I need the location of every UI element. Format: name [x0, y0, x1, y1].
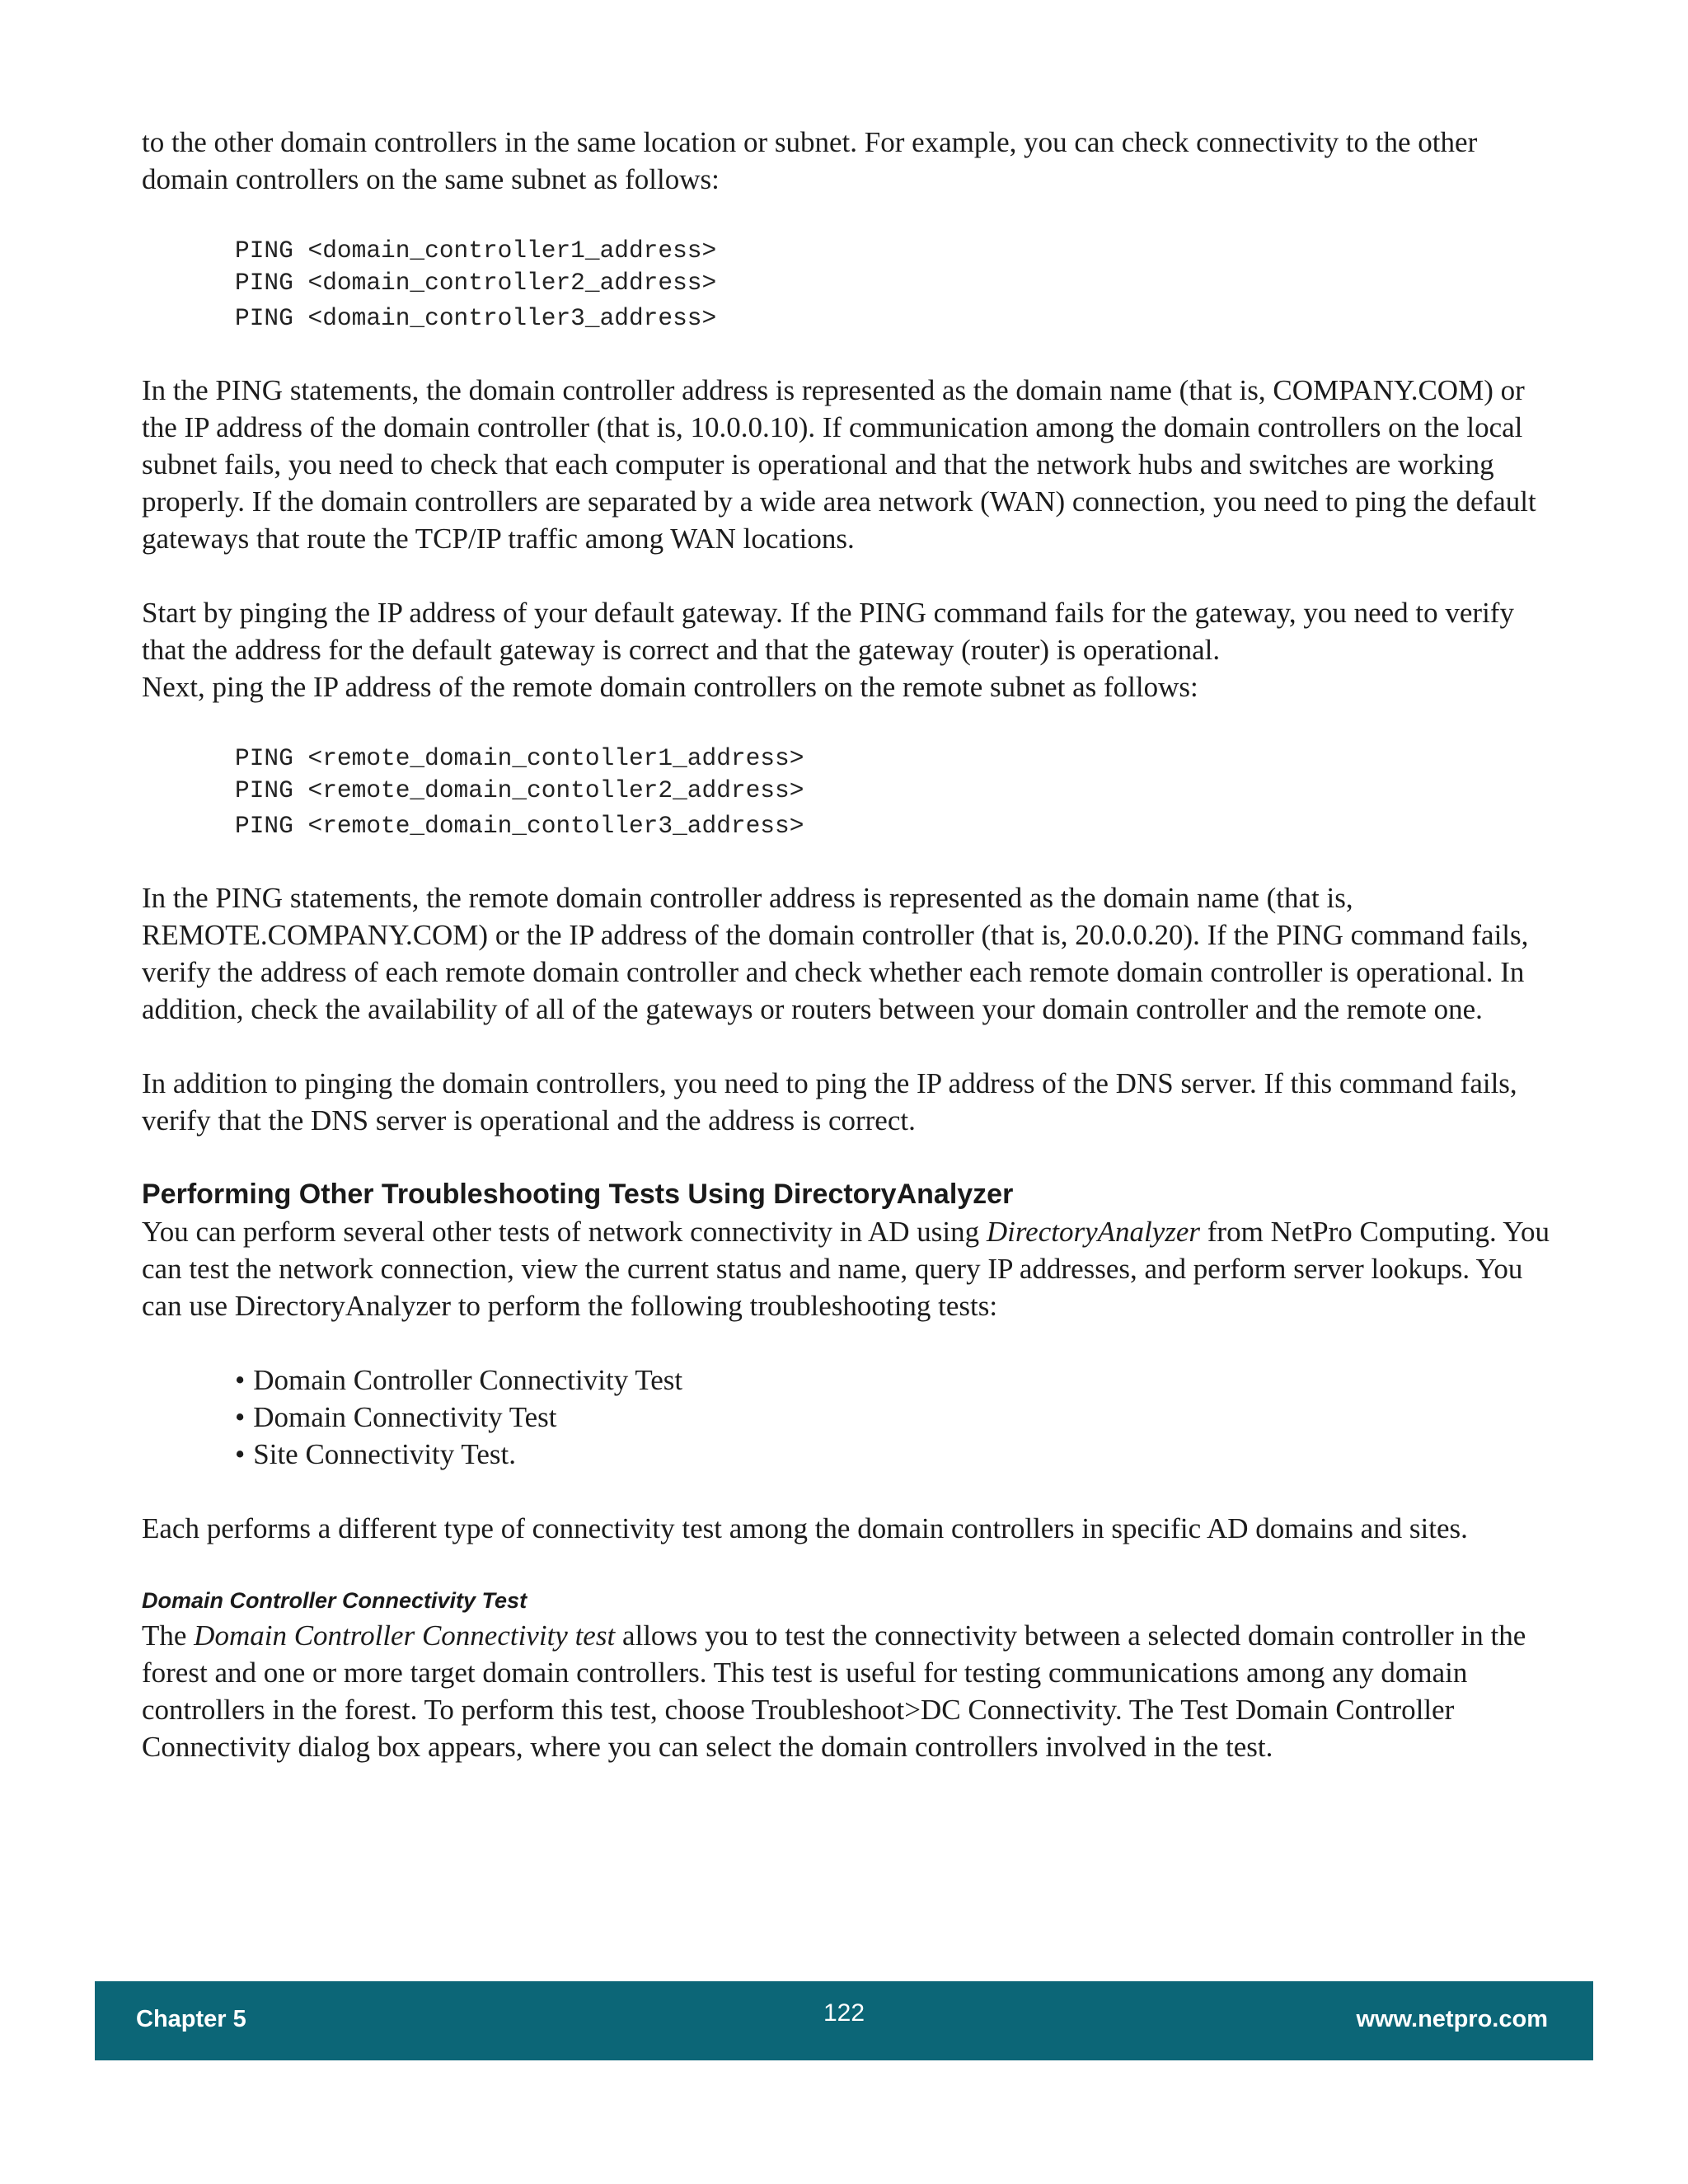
text-run: from NetPro Computing. You can test the network connection, view the current status and name, query IP addresses, and perform server lookups. You can use DirectoryAnalyzer to perform the following troubleshooting tests:	[142, 1216, 1550, 1322]
test-name-italic: Domain Controller Connectivity test	[194, 1619, 616, 1652]
directoryanalyzer-paragraph	[142, 1213, 1559, 1324]
footer-website: www.netpro.com	[1356, 2006, 1548, 2032]
product-name-italic: DirectoryAnalyzer	[986, 1216, 1201, 1248]
footer-page-number: 122	[823, 1999, 865, 2027]
local-ping-explanation: In the PING statements, the domain controller address is represented as the domain name (that is, COMPANY.COM) or the IP address of the domain controller (that is, 10.0.0.10). If communication among the domain controllers on the local subnet fails, you need to check that each computer is operational and that the network hubs and switches are working properly. If the domain controllers are separated by a wide area network (WAN) connection, you need to ping the default gateways that route the TCP/IP traffic among WAN locations.	[142, 374, 1536, 555]
code-line: PING <domain_controller1_address>	[235, 237, 717, 265]
tests-bullet-list	[235, 1361, 1559, 1473]
dns-paragraph: In addition to pinging the domain controllers, you need to ping the IP address of the DNS server. If this command fails, verify that the DNS server is operational and the address is correct.	[142, 1067, 1517, 1137]
code-line: PING <domain_controller2_address>	[235, 269, 717, 297]
code-line: PING <remote_domain_contoller1_address>	[235, 744, 804, 772]
page-footer	[95, 1981, 1593, 2060]
code-line: PING <remote_domain_contoller2_address>	[235, 776, 804, 804]
code-block-remote-ping	[235, 743, 1559, 842]
page-body	[142, 124, 1559, 1802]
remote-ping-explanation: In the PING statements, the remote domain controller address is represented as the domain name (that is, REMOTE.COMPANY.COM) or the IP address of the domain controller (that is, 20.0.0.20). If the PING command fails, verify the address of each remote domain controller and check whether each remote domain controller is operational. In addition, check the availability of all of the gateways or routers between your domain controller and the remote one.	[142, 882, 1529, 1025]
list-item: • Domain Connectivity Test	[235, 1399, 1559, 1436]
text-run: You can perform several other tests of network connectivity in AD using	[142, 1216, 987, 1248]
each-test-paragraph: Each performs a different type of connectivity test among the domain controllers in specific AD domains and sites.	[142, 1512, 1468, 1544]
dc-test-paragraph	[142, 1617, 1559, 1765]
text-run: allows you to test the connectivity between a selected domain controller in the forest and one or more target domain controllers. This test is useful for testing communications among any domain controllers in the forest. To perform this test, choose Troubleshoot>DC Connectivity. The Test Domain Controller Connectivity dialog box appears, where you can select the domain controllers involved in the test.	[142, 1619, 1526, 1763]
gateway-paragraph: Start by pinging the IP address of your default gateway. If the PING command fails for the gateway, you need to verify that the address for the default gateway is correct and that the gateway (router) is operational.	[142, 597, 1514, 666]
next-step-paragraph: Next, ping the IP address of the remote domain controllers on the remote subnet as follows:	[142, 671, 1198, 703]
list-item: • Domain Controller Connectivity Test	[235, 1361, 1559, 1399]
subsection-heading-dc-test: Domain Controller Connectivity Test	[142, 1588, 528, 1613]
code-block-local-ping	[235, 235, 1559, 335]
code-line: PING <remote_domain_contoller3_address>	[235, 812, 804, 840]
intro-paragraph: to the other domain controllers in the same location or subnet. For example, you can check connectivity to the other domain controllers on the same subnet as follows:	[142, 126, 1478, 195]
footer-chapter: Chapter 5	[136, 2006, 246, 2032]
section-heading-other-tests: Performing Other Troubleshooting Tests Using DirectoryAnalyzer	[142, 1179, 1014, 1210]
list-item: • Site Connectivity Test.	[235, 1436, 1559, 1473]
code-line: PING <domain_controller3_address>	[235, 304, 717, 332]
text-run: The	[142, 1619, 195, 1652]
